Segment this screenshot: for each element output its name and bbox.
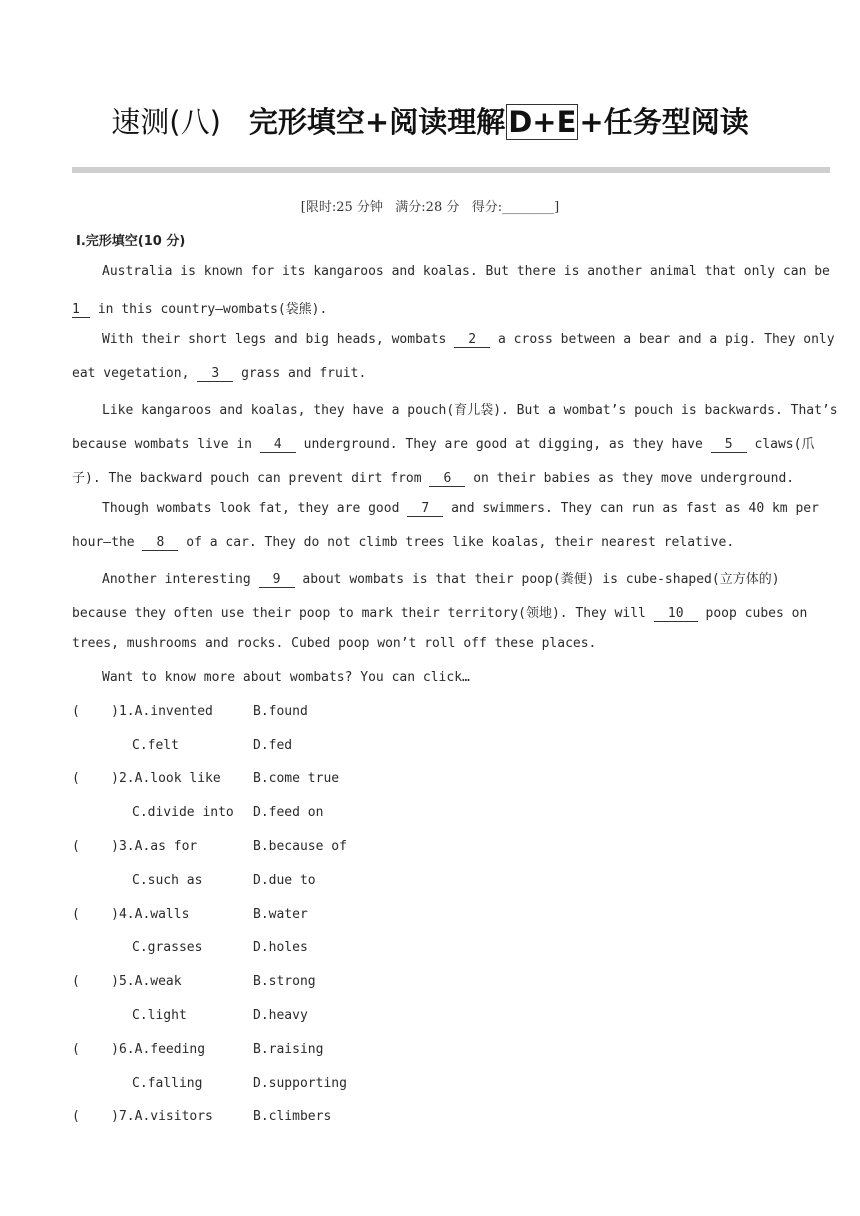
title-suffix: +任务型阅读 [579,105,749,139]
question-6-option-b: B.raising [253,1042,324,1057]
blank-4: 4 [260,438,296,453]
question-5-option-b: B.strong [253,974,316,989]
question-2-option-c: C.divide into [132,805,234,820]
blank-9: 9 [259,573,295,588]
title-main: 完形填空+阅读理解 [248,105,506,139]
question-3-option-b: B.because of [253,839,347,854]
question-2-option-b: B.come true [253,771,340,786]
question-6-option-a: ( )6.A.feeding [72,1042,206,1057]
passage-line: Though wombats look fat, they are good 7 and swimmers. They can run as fast as 40 km per [102,501,819,516]
question-5-option-a: ( )5.A.weak [72,974,182,989]
question-1-option-a: ( )1.A.invented [72,704,213,719]
page-title [0,102,860,142]
question-4-option-d: D.holes [253,940,308,955]
title-divider [72,167,830,173]
blank-8: 8 [142,536,178,551]
question-4-option-a: ( )4.A.walls [72,907,190,922]
question-4-option-c: C.grasses [132,940,203,955]
passage-line: hour—the 8 of a car. They do not climb trees like koalas, their nearest relative. [72,535,735,550]
passage-line: 1 in this country—wombats(袋熊). [72,302,328,317]
passage-line: Australia is known for its kangaroos and koalas. But there is another animal that only can be [102,264,830,279]
blank-10: 10 [654,607,698,622]
question-3-option-c: C.such as [132,873,203,888]
blank-3: 3 [197,367,233,382]
question-3-option-a: ( )3.A.as for [72,839,198,854]
passage-line: Like kangaroos and koalas, they have a pouch(育儿袋). But a wombat’s pouch is backwards. That’s [102,403,838,418]
question-7-option-a: ( )7.A.visitors [72,1109,213,1124]
passage-line: because wombats live in 4 underground. They are good at digging, as they have 5 claws(爪 [72,437,815,452]
blank-5: 5 [711,438,747,453]
title-boxed-label: D+E [508,105,577,139]
blank-6: 6 [429,472,465,487]
question-1-option-b: B.found [253,704,308,719]
question-2-option-a: ( )2.A.look like [72,771,221,786]
question-6-option-c: C.falling [132,1076,203,1091]
question-7-option-b: B.climbers [253,1109,332,1124]
passage-line: Another interesting 9 about wombats is that their poop(粪便) is cube-shaped(立方体的) [102,572,780,587]
question-5-option-d: D.heavy [253,1008,308,1023]
question-1-option-c: C.felt [132,738,179,753]
passage-line: trees, mushrooms and rocks. Cubed poop won’t roll off these places. [72,636,597,651]
title-prefix: 速测(八) [111,105,221,139]
passage-line: eat vegetation, 3 grass and fruit. [72,366,367,381]
question-4-option-b: B.water [253,907,308,922]
question-6-option-d: D.supporting [253,1076,347,1091]
blank-1: 1 [72,303,90,318]
question-3-option-d: D.due to [253,873,316,888]
question-2-option-d: D.feed on [253,805,324,820]
question-1-option-d: D.fed [253,738,293,753]
blank-7: 7 [407,502,443,517]
passage-line: 子). The backward pouch can prevent dirt from 6 on their babies as they move underground. [72,471,795,486]
passage-line: because they often use their poop to mark their territory(领地). They will 10 poop cubes on [72,606,808,621]
passage-line: Want to know more about wombats? You can click… [102,670,470,685]
blank-2: 2 [454,333,490,348]
question-5-option-c: C.light [132,1008,187,1023]
passage-line: With their short legs and big heads, wombats 2 a cross between a bear and a pig. They only [102,332,835,347]
section-heading: Ⅰ.完形填空(10 分) [76,234,186,249]
time-score-info: [限时:25 分钟 满分:28 分 得分:________] [300,200,560,215]
